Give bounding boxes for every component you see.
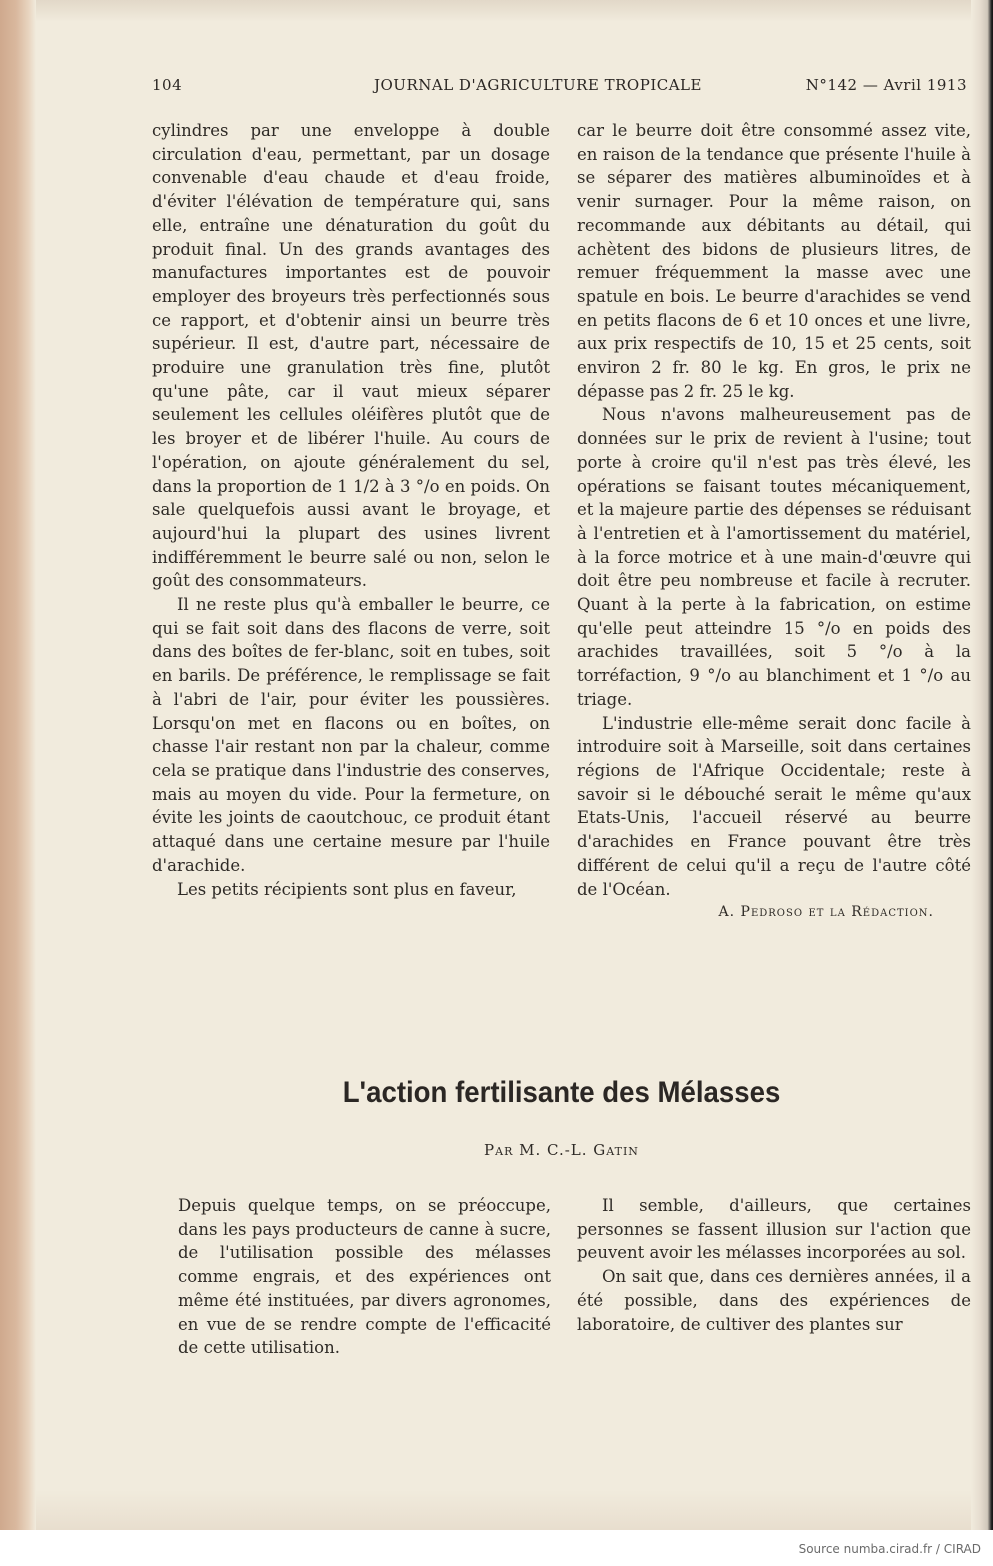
page-number: 104: [152, 76, 183, 94]
article-byline: Par M. C.-L. Gatin: [484, 1141, 639, 1159]
article1-right-column: [577, 119, 971, 925]
running-head: [152, 76, 967, 98]
article2-left-column: [178, 1194, 551, 1360]
paragraph: Il ne reste plus qu'à emballer le beurre, ce qui se fait soit dans des flacons de verre, soit dans des boîtes de fer-blanc, soit en tubes, soit en barils. De préférence, le remplissage se fait à l'abri de l'air, pour éviter les poussières. Lorsqu'on met en flacons ou en boîtes, on chasse l'air restant non par la chaleur, comme cela se pratique dans l'industrie des conserves, mais au moyen du vide. Pour la fermeture, on évite les joints de caoutchouc, ce produit étant attaqué dans une certaine mesure par l'huile d'arachide.: [152, 595, 550, 875]
paragraph: L'industrie elle-même serait donc facile à introduire soit à Marseille, soit dans certaines régions de l'Afrique Occidentale; reste à savoir si le débouché serait le même qu'aux Etats-Unis, l'accueil réservé au beurre d'arachides en France pouvant être très différent de celui qu'il a reçu de l'autre côté de l'Océan.: [577, 713, 971, 899]
article-title: L'action fertilisante des Mélasses: [342, 1076, 781, 1109]
page-edge-left: [0, 0, 36, 1566]
article-signature: A. Pedroso et la Rédaction.: [718, 904, 934, 921]
paragraph: Nous n'avons malheureusement pas de données sur le prix de revient à l'usine; tout porte à croire qu'il n'est pas très élevé, les opérations se faisant toutes mécaniquement, et la majeure partie des dépenses se réduisant à l'entretien et à l'amortissement du matériel, à la force motrice et à une main-d'œuvre qui doit être peu nombreuse et facile à recruter. Quant à la perte à la fabrication, on estime qu'elle peut atteindre 15 °/o en poids des arachides travaillées, soit 5 °/o à la torréfaction, 9 °/o au blanchiment et 1 °/o au triage.: [577, 405, 971, 709]
paragraph: On sait que, dans ces dernières années, il a été possible, dans des expériences de laboratoire, de cultiver des plantes sur: [577, 1267, 971, 1334]
paragraph: Les petits récipients sont plus en faveur,: [177, 879, 517, 899]
journal-title: JOURNAL D'AGRICULTURE TROPICALE: [374, 76, 702, 94]
issue-date: N°142 — Avril 1913: [805, 76, 967, 94]
paragraph: Depuis quelque temps, on se préoccupe, dans les pays producteurs de canne à sucre, de l'utilisation possible des mélasses comme engrais, et des expériences ont même été instituées, par divers agronomes, en vue de se rendre compte de l'efficacité de cette utilisation.: [178, 1196, 551, 1358]
article1-left-column: [152, 119, 550, 901]
page-bottom-shade: [36, 1490, 971, 1530]
paragraph: Il semble, d'ailleurs, que certaines personnes se fassent illusion sur l'action que peuvent avoir les mélasses incorporées au sol.: [577, 1196, 971, 1263]
paragraph: car le beurre doit être consommé assez vite, en raison de la tendance que présente l'huile à se séparer des matières albuminoïdes et à venir surnager. Pour la même raison, on recommande aux débitants au détail, qui achètent des bidons de plusieurs litres, de remuer fréquemment la masse avec une spatule en bois. Le beurre d'arachides se vend en petits flacons de 6 et 10 onces et une livre, aux prix respectifs de 10, 15 et 25 cents, soit environ 2 fr. 80 le kg. En gros, le prix ne dépasse pas 2 fr. 25 le kg.: [577, 121, 971, 401]
source-credit: Source numba.cirad.fr / CIRAD: [798, 1542, 981, 1556]
page-top-shade: [36, 0, 971, 22]
paragraph: cylindres par une enveloppe à double circulation d'eau, permettant, par un dosage convenable d'eau chaude et d'eau froide, d'éviter l'élévation de température qui, sans elle, entraîne une dénaturation du goût du produit final. Un des grands avantages des manufactures importantes est de pouvoir employer des broyeurs très perfectionnés sous ce rapport, et d'obtenir ainsi un beurre très supérieur. Il est, d'autre part, nécessaire de produire une granulation très fine, plutôt qu'une pâte, car il vaut mieux séparer seulement les cellules oléifères plutôt que de les broyer et de libérer l'huile. Au cours de l'opération, on ajoute généralement du sel, dans la proportion de 1 1/2 à 3 °/o en poids. On sale quelquefois aussi avant le broyage, et aujourd'hui la plupart des usines livrent indifféremment le beurre salé ou non, selon le goût des consommateurs.: [152, 121, 550, 591]
article2-right-column: [577, 1194, 971, 1336]
page-edge-right: [971, 0, 993, 1566]
